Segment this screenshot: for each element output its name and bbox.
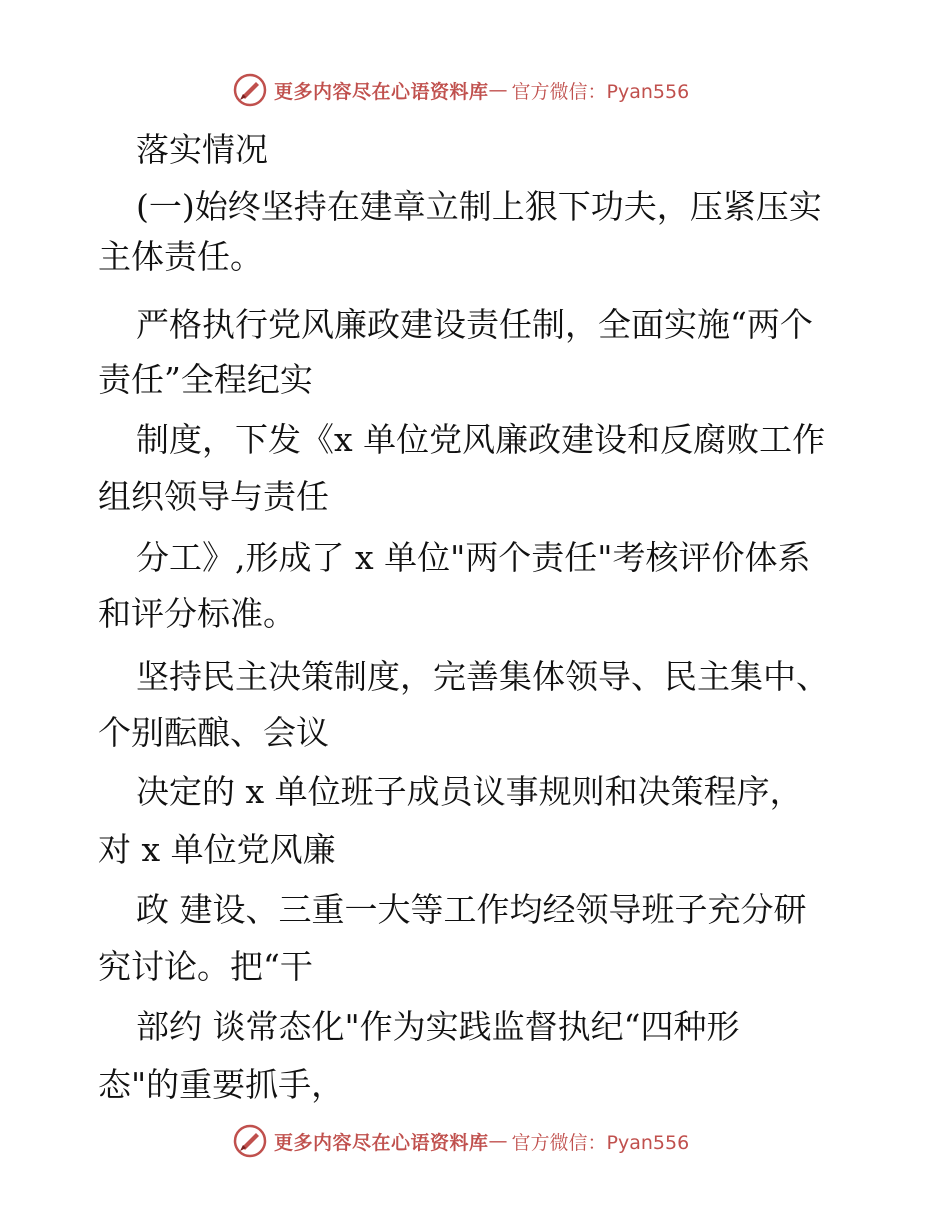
text-line: 严格执行党风廉政建设责任制，全面实施“两个 — [136, 305, 813, 344]
text-line: 和评分标准。 — [98, 594, 296, 633]
header-watermark-text: 更多内容尽在心语资料库 — [274, 80, 489, 103]
footer-watermark-wechat: 官方微信：Pyan556 — [511, 1131, 690, 1154]
text-line: 组织领导与责任 — [98, 477, 329, 516]
pen-logo-icon — [232, 1123, 268, 1159]
text-line: 部约 谈常态化"作为实践监督执纪“四种形 — [136, 1007, 740, 1046]
pen-logo-icon — [232, 72, 268, 108]
text-line: 究讨论。把“干 — [98, 947, 313, 986]
footer-watermark-text: 更多内容尽在心语资料库 — [274, 1131, 489, 1154]
footer-watermark-dash: — — [488, 1130, 508, 1152]
text-line: 对 x 单位党风廉 — [98, 830, 336, 869]
text-line: 分工》,形成了 x 单位"两个责任"考核评价体系 — [136, 538, 811, 577]
header-watermark-wechat: 官方微信：Pyan556 — [511, 80, 690, 103]
text-line: 主体责任。 — [98, 237, 263, 276]
text-line: 责任”全程纪实 — [98, 360, 313, 399]
text-line: 落实情况 — [136, 130, 268, 169]
header-watermark-dash: — — [488, 79, 508, 101]
text-line: (一)始终坚持在建章立制上狠下功夫，压紧压实 — [136, 187, 822, 226]
text-line: 坚持民主决策制度，完善集体领导、民主集中、 — [136, 657, 829, 696]
text-line: 个别酝酿、会议 — [98, 713, 329, 752]
header-watermark — [232, 70, 689, 110]
text-line: 政 建设、三重一大等工作均经领导班子充分研 — [136, 890, 807, 929]
footer-watermark — [232, 1121, 689, 1161]
text-line: 决定的 x 单位班子成员议事规则和决策程序， — [136, 772, 803, 811]
text-line: 制度，下发《x 单位党风廉政建设和反腐败工作 — [136, 420, 826, 459]
text-line: 态"的重要抓手， — [98, 1065, 345, 1104]
